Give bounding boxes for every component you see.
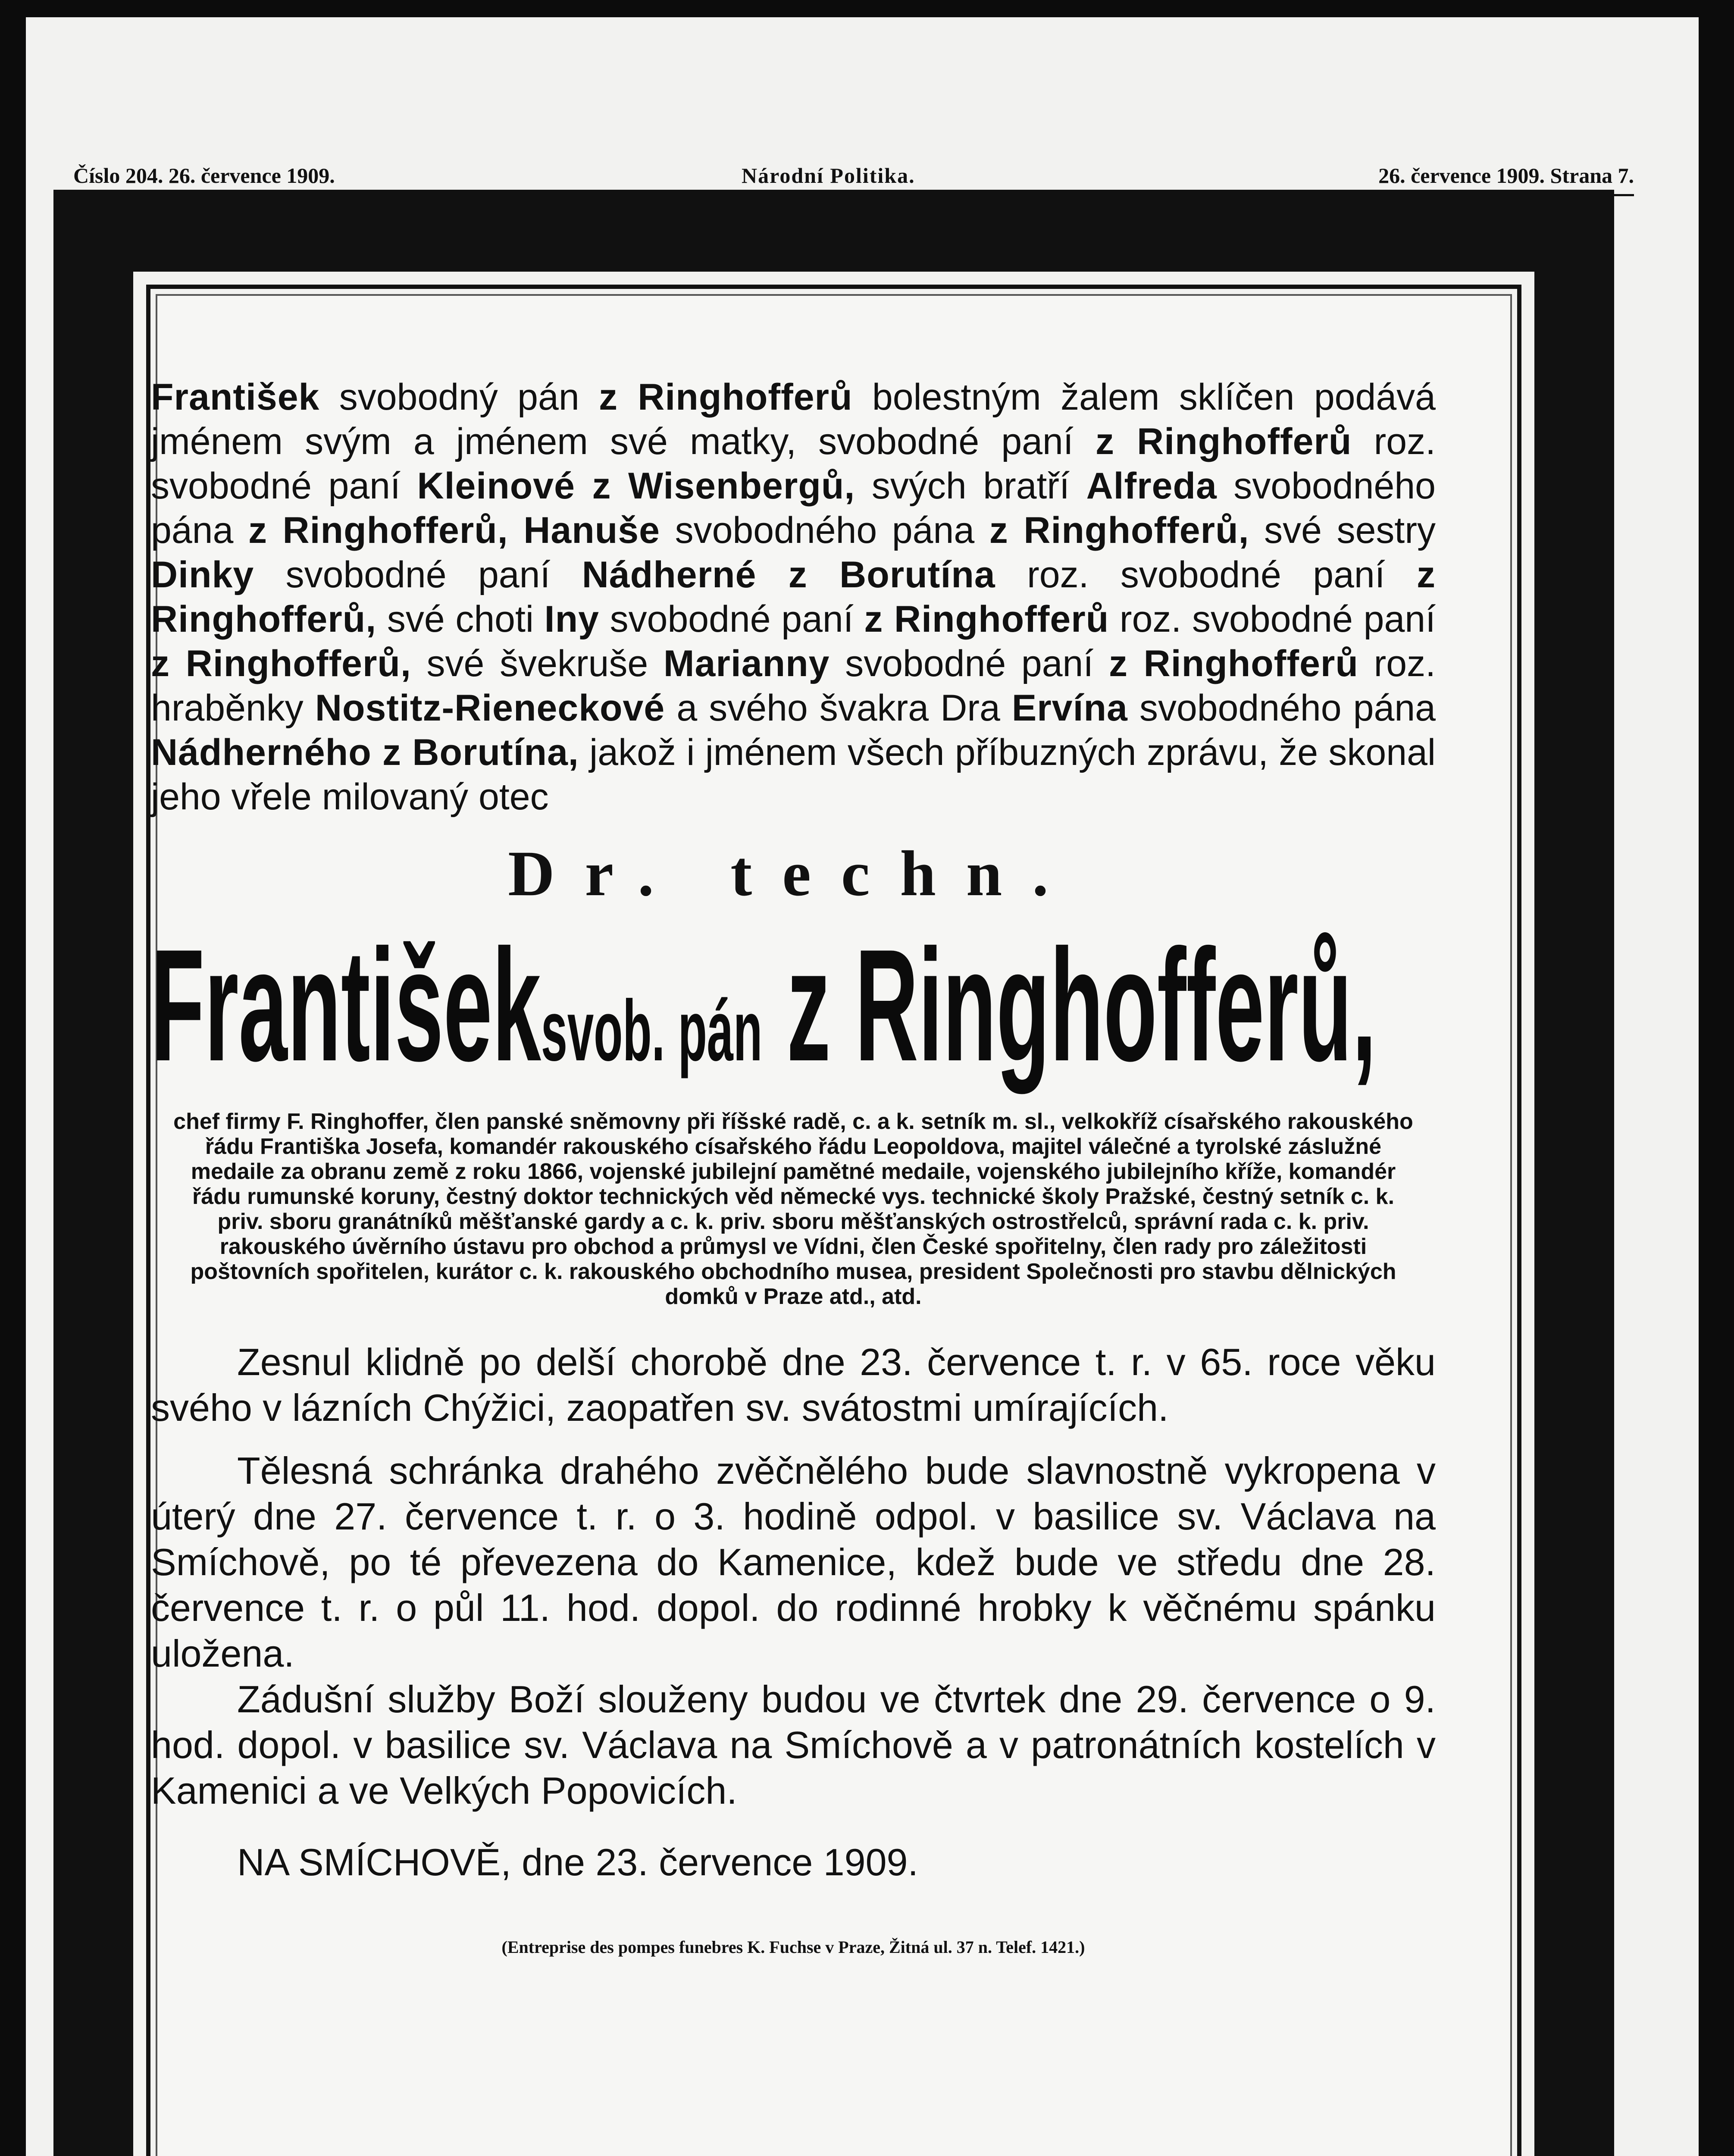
mass-paragraph: Zádušní služby Boží slouženy budou ve čtvrtek dne 29. července o 9. hod. dopol. v basilice sv. Václava na Smíchově a v patronátních kostelích v Kamenici a ve Velkých Popovicích. xyxy=(151,1678,1436,1812)
funeral-paragraph: Tělesná schránka drahého zvěčnělého bude slavnostně vykropena v úterý dne 27. července t. r. o 3. hodině odpol. v basilice sv. Václava na Smíchově, po té převezena do Kamenice, kdež bude ve středu dne 28. července t. r. o půl 11. hod. dopol. do rodinné hrobky k věčnému spánku uložena. xyxy=(151,1449,1436,1675)
lead-name-run: z Ringhofferů, xyxy=(151,643,411,684)
death-paragraph: Zesnul klidně po delší chorobě dne 23. července t. r. v 65. roce věku svého v lázních Chýžici, zaopatřen sv. svátostmi umírajících. xyxy=(151,1341,1436,1429)
lead-text-run: roz. hraběnky xyxy=(151,643,1436,729)
lead-text-run: svobodného pána xyxy=(151,465,1436,551)
name-mid: svob. pán xyxy=(541,983,763,1079)
lead-name-run: František xyxy=(151,376,320,418)
lead-name-run: Alfreda xyxy=(1086,465,1217,507)
lead-name-run: z Ringhofferů xyxy=(864,599,1109,640)
lead-name-run: Marianny xyxy=(663,643,830,684)
lead-text-run: svobodné paní xyxy=(599,599,864,640)
lead-name-run: Nádherné z Borutína xyxy=(582,554,995,595)
lead-text-run: bolestným žalem sklíčen podává jménem svým a jménem své matky, svobodné paní xyxy=(151,376,1436,462)
lead-text-run: své švekruše xyxy=(411,643,664,684)
lead-name-run: z Ringhofferů xyxy=(1095,421,1352,462)
degree-title: Dr. techn. xyxy=(508,838,1079,909)
lead-text-run: a svého švakra Dra xyxy=(665,687,1012,729)
lead-name-run: Dinky xyxy=(151,554,254,595)
lead-text-run: svobodného pána xyxy=(1127,687,1436,729)
lead-text-run: svobodného pána xyxy=(660,510,989,551)
lead-text-run: svobodné paní xyxy=(829,643,1109,684)
lead-text-run: své sestry xyxy=(1249,510,1436,551)
lead-name-run: Kleinové z Wisenbergů, xyxy=(417,465,855,507)
deceased-name xyxy=(151,915,1436,1096)
name-first: František xyxy=(151,916,541,1094)
lead-text-run: roz. svobodné paní xyxy=(995,554,1417,595)
honors-list: chef firmy F. Ringhoffer, člen panské sněmovny při říšské radě, c. a k. setník m. sl., velkokříž císařského rakouského řádu Františka Josefa, komandér rakouského císařského řádu Leopoldova, majitel válečné a tyrolské záslužné medaile za obranu země z roku 1866, vojenské jubilejní pamětné medaile, vojenského jubilejního kříže, komandér řádu rumunské koruny, čestný doktor technických věd německé vys. technické školy Pražské, čestný setník c. k. priv. sboru granátníků měšťanské gardy a c. k. priv. sboru měšťanských ostrostřelců, správní rada c. k. priv. rakouského úvěrního ústavu pro obchod a průmysl ve Vídni, člen České spořitelny, člen rady pro záležitosti poštovních spořitelen, kurátor c. k. rakouského obchodního musea, president Společnosti pro stavbu dělnických domků v Praze atd., atd. xyxy=(173,1109,1413,1309)
lead-name-run: z Ringhofferů xyxy=(1108,643,1358,684)
lead-name-run: Ervína xyxy=(1011,687,1128,729)
lead-text-run: roz. svobodné paní xyxy=(1109,599,1436,640)
lead-name-run: z Ringhofferů xyxy=(598,376,853,418)
lead-text-run: roz. svobodné paní xyxy=(151,421,1436,507)
lead-name-run: z Ringhofferů, xyxy=(989,510,1249,551)
page-number: 26. července 1909. Strana 7. xyxy=(1378,163,1634,188)
lead-name-run: Nádherného z Borutína, xyxy=(151,732,579,773)
lead-paragraph xyxy=(151,375,1436,819)
newspaper-page xyxy=(26,17,1699,2156)
lead-name-run: z Ringhofferů, xyxy=(151,554,1436,640)
lead-text-run: svých bratří xyxy=(855,465,1086,507)
lead-text-run: své choti xyxy=(376,599,545,640)
name-last: z Ringhofferů, xyxy=(786,916,1377,1094)
lead-text-run: jakož i jménem všech příbuzných zprávu, že skonal jeho vřele milovaný otec xyxy=(151,732,1436,818)
issue-info: Číslo 204. 26. července 1909. xyxy=(73,163,335,188)
newspaper-title: Národní Politika. xyxy=(742,163,915,188)
dateline: NA SMÍCHOVĚ, dne 23. července 1909. xyxy=(237,1841,918,1883)
lead-text-run: svobodný pán xyxy=(319,376,599,418)
undertaker-imprint: (Entreprise des pompes funebres K. Fuchse v Praze, Žitná ul. 37 n. Telef. 1421.) xyxy=(501,1937,1085,1957)
lead-name-run: z Ringhofferů, Hanuše xyxy=(248,510,660,551)
lead-text-run: svobodné paní xyxy=(254,554,582,595)
obituary-notice xyxy=(151,375,1436,1957)
lead-name-run: Iny xyxy=(544,599,599,640)
lead-name-run: Nostitz-Rieneckové xyxy=(315,687,665,729)
